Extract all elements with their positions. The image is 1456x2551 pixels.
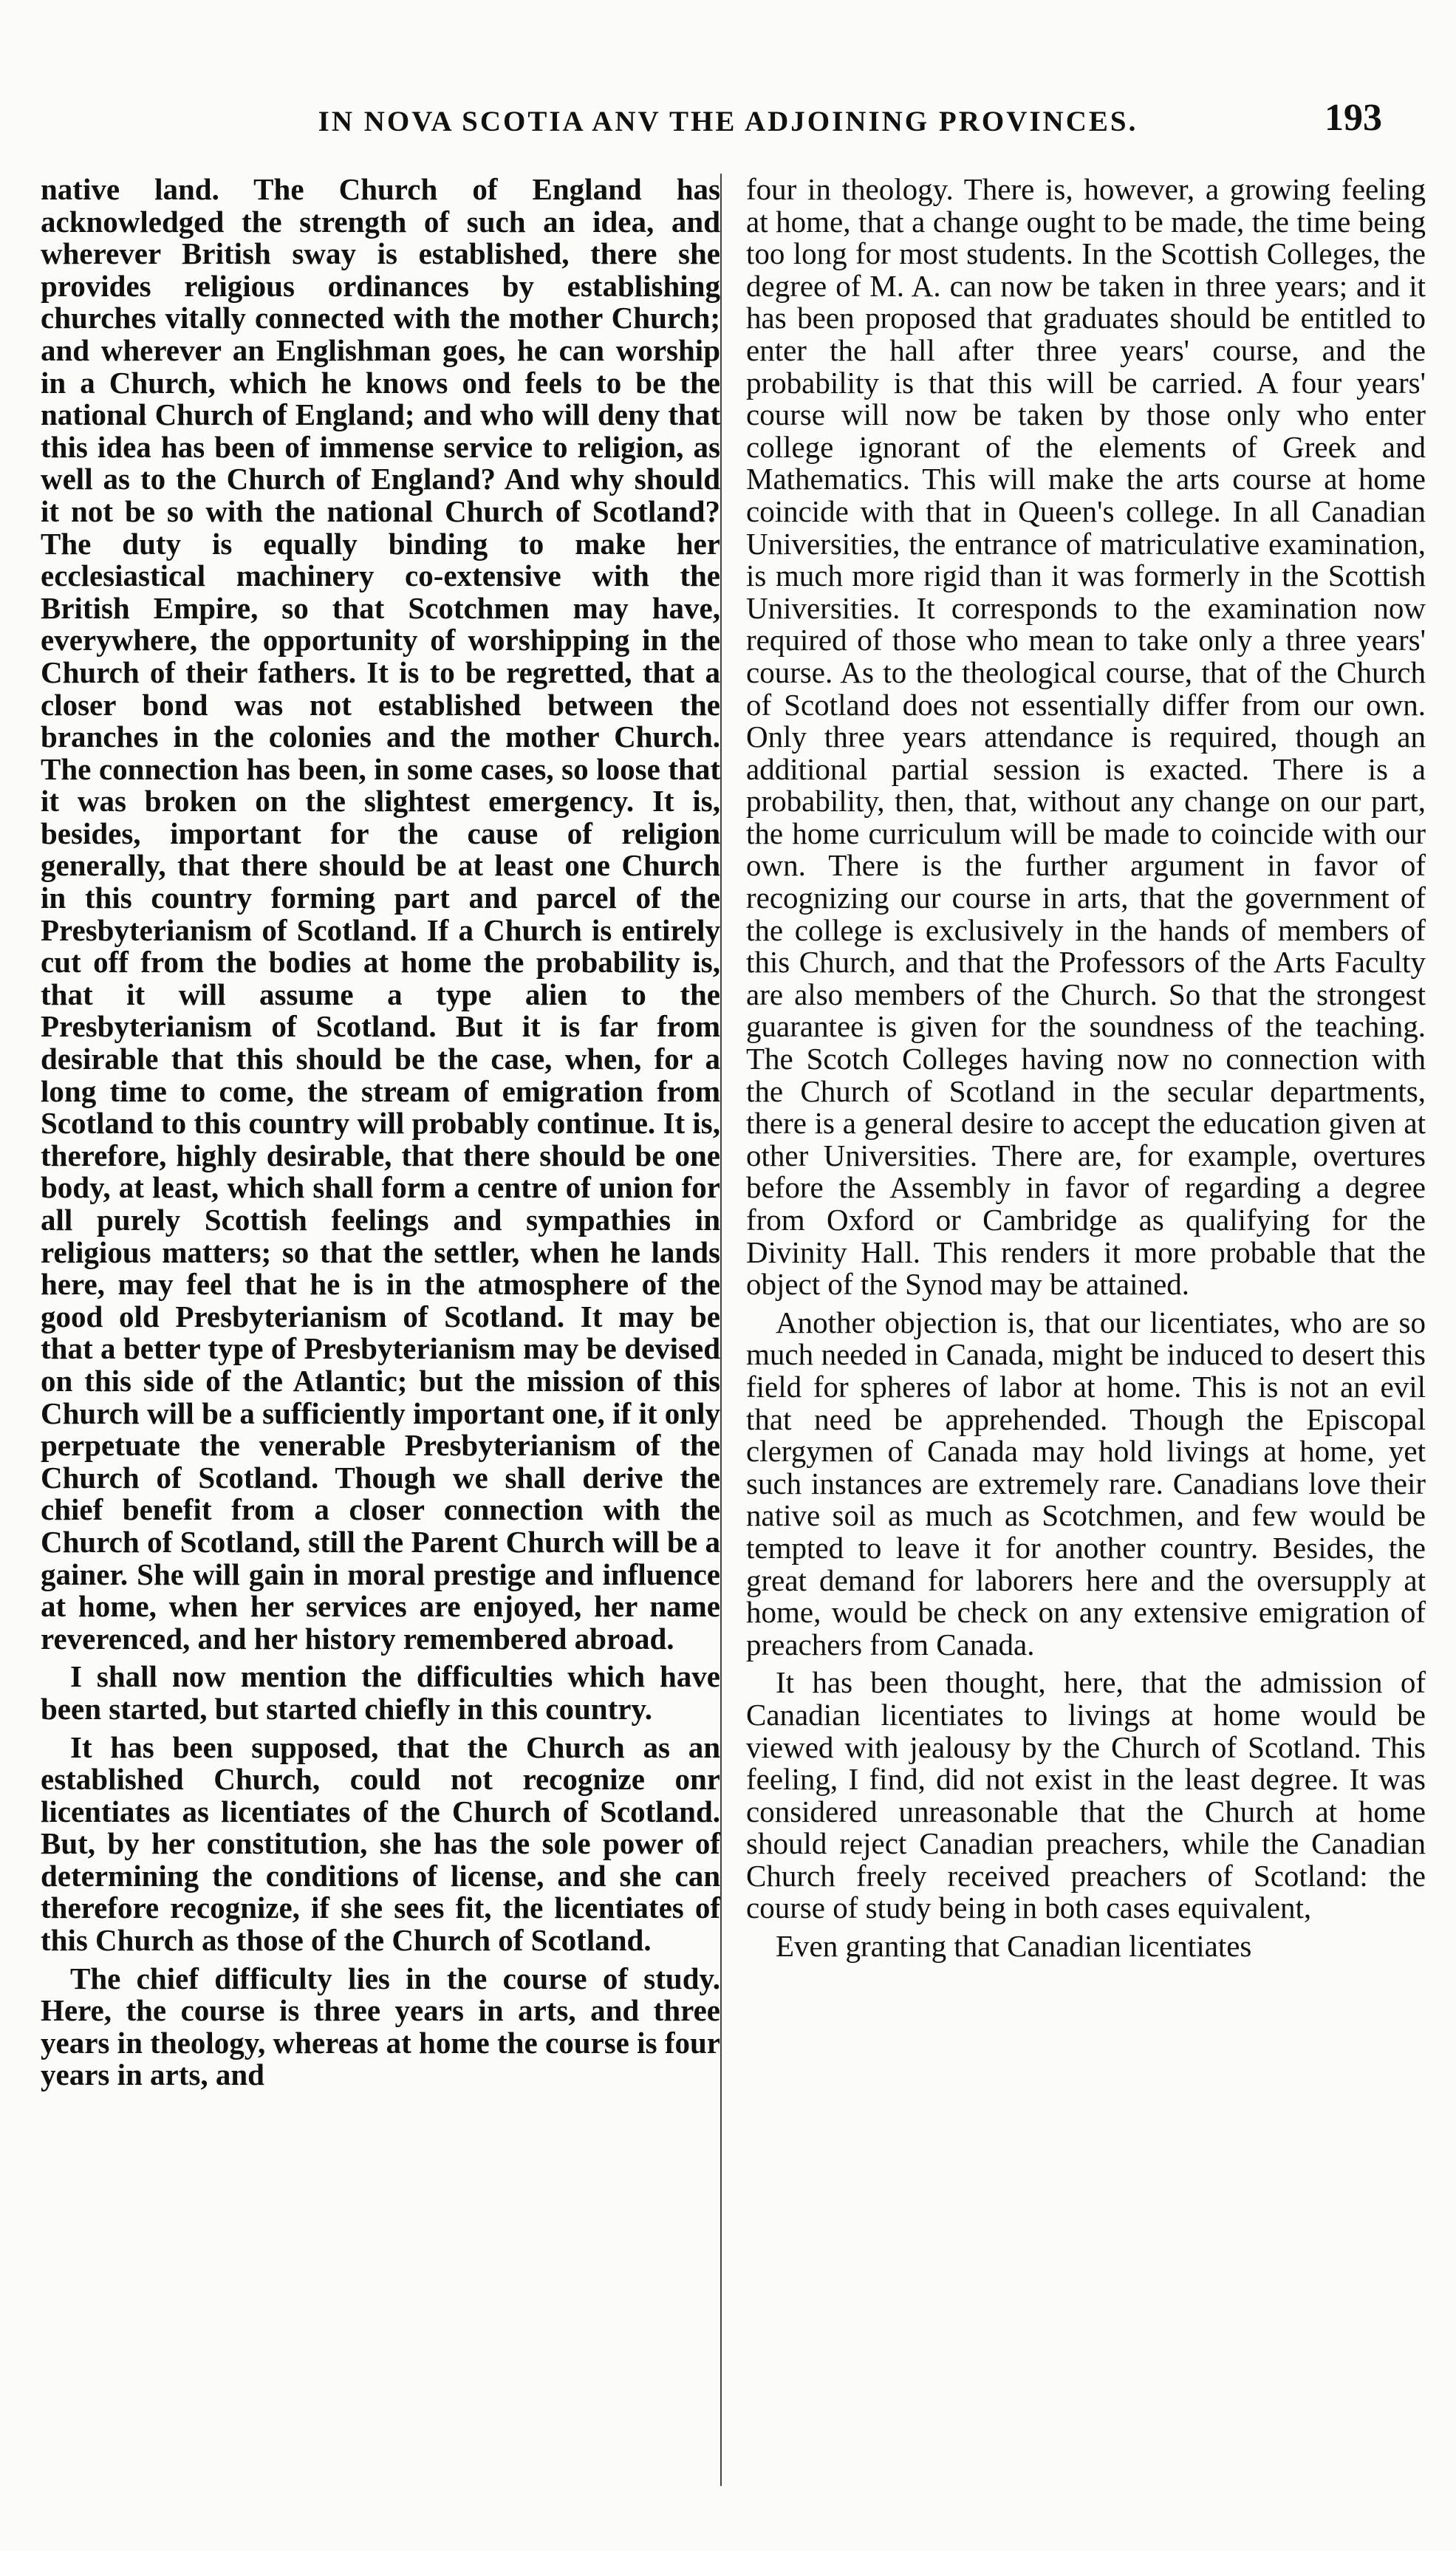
right-column	[746, 174, 1426, 1969]
right-paragraph-1: four in theology. There is, however, a growing feeling at home, that a change ought to be made, the time being too long for most students. In the Scottish Colleges, the degree of M. A. can now be taken in three years; and it has been proposed that graduates should be entitled to enter the hall after three years' course, and the probability is that this will be carried. A four years' course will now be taken by those only who enter college ignorant of the elements of Greek and Mathematics. This will make the arts course at home coincide with that in Queen's college. In all Canadian Universities, the entrance of matriculative examination, is much more rigid than it was formerly in the Scottish Universities. It corresponds to the examination now required of those who mean to take only a three years' course. As to the theological course, that of the Church of Scotland does not essentially differ from our own. Only three years attendance is required, though an additional partial session is exacted. There is a probability, then, that, without any change on our part, the home curriculum will be made to coincide with our own. There is the further argument in favor of recognizing our course in arts, that the government of the college is exclusively in the hands of members of this Church, and that the Professors of the Arts Faculty are also members of the Church. So that the strongest guarantee is given for the soundness of the teaching. The Scotch Colleges having now no connection with the Church of Scotland in the secular departments, there is a general desire to accept the education given at other Universities. There are, for example, overtures before the Assembly in favor of regarding a degree from Oxford or Cambridge as qualifying for the Divinity Hall. This renders it more probable that the object of the Synod may be attained.	[746, 172, 1426, 1302]
column-divider	[720, 174, 722, 2486]
left-paragraph-4: The chief difficulty lies in the course of study. Here, the course is three years in arts, and three years in theology, whereas at home the course is four years in arts, and	[41, 1961, 720, 2092]
left-paragraph-2: I shall now mention the difficulties which have been started, but started chiefly in this country.	[41, 1659, 720, 1726]
right-paragraph-2: Another objection is, that our licentiates, who are so much needed in Canada, might be induced to desert this field for spheres of labor at home. This is not an evil that need be apprehended. Though the Episcopal clergymen of Canada may hold livings at home, yet such instances are extremely rare. Canadians love their native soil as much as Scotchmen, and few would be tempted to leave it for another country. Besides, the great demand for laborers here and the oversupply at home, would be check on any extensive emigration of preachers from Canada.	[746, 1305, 1426, 1662]
running-head: IN NOVA SCOTIA ANV THE ADJOINING PROVINCES.	[318, 106, 1138, 137]
left-column	[41, 174, 720, 2097]
page-number: 193	[1325, 97, 1382, 139]
right-paragraph-4: Even granting that Canadian licentiates	[776, 1929, 1252, 1964]
page-header	[30, 96, 1426, 155]
left-paragraph-3: It has been supposed, that the Church as an established Church, could not recognize onr licentiates as licentiates of the Church of Scotland. But, by her constitution, she has the sole power of determining the conditions of license, and she can therefore recognize, if she sees fit, the licentiates of this Church as those of the Church of Scotland.	[41, 1729, 720, 1958]
right-paragraph-3: It has been thought, here, that the admission of Canadian licentiates to livings at home would be viewed with jealousy by the Church of Scotland. This feeling, I find, did not exist in the least degree. It was considered unreasonable that the Church at home should reject Canadian preachers, while the Canadian Church freely received preachers of Scotland: the course of study being in both cases equivalent,	[746, 1665, 1426, 1925]
left-paragraph-1: native land. The Church of England has acknowledged the strength of such an idea, and wherever British sway is established, there she provides religious ordinances by establishing churches vitally connected with the mother Church; and wherever an Englishman goes, he can worship in a Church, which he knows ond feels to be the national Church of England; and who will deny that this idea has been of immense service to religion, as well as to the Church of England? And why should it not be so with the national Church of Scotland? The duty is equally binding to make her ecclesiastical machinery co-extensive with the British Empire, so that Scotchmen may have, everywhere, the opportunity of worshipping in the Church of their fathers. It is to be regretted, that a closer bond was not established between the branches in the colonies and the mother Church. The connection has been, in some cases, so loose that it was broken on the slightest emergency. It is, besides, important for the cause of religion generally, that there should be at least one Church in this country forming part and parcel of the Presbyterianism of Scotland. If a Church is entirely cut off from the bodies at home the probability is, that it will assume a type alien to the Presbyterianism of Scotland. But it is far from desirable that this should be the case, when, for a long time to come, the stream of emigration from Scotland to this country will probably continue. It is, therefore, highly desirable, that there should be one body, at least, which shall form a centre of union for all purely Scottish feelings and sympathies in religious matters; so that the settler, when he lands here, may feel that he is in the atmosphere of the good old Presbyterianism of Scotland. It may be that a better type of Presbyterianism may be devised on this side of the Atlantic; but the mission of this Church will be a sufficiently important one, if it only perpetuate the venerable Presbyterianism of the Church of Scotland. Though we shall derive the chief benefit from a closer connection with the Church of Scotland, still the Parent Church will be a gainer. She will gain in moral prestige and influence at home, when her services are enjoyed, her name reverenced, and her history remembered abroad.	[41, 172, 720, 1656]
